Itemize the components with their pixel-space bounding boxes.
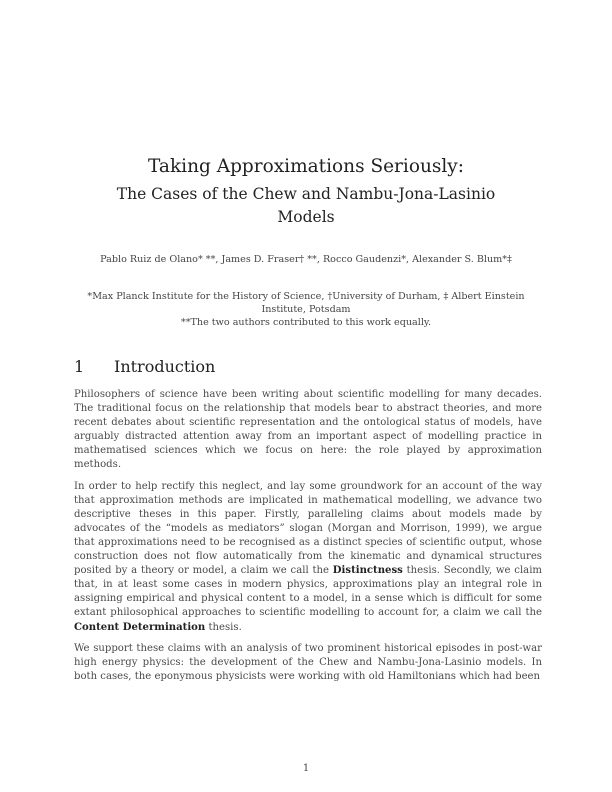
distinctness-term: Distinctness — [332, 565, 403, 577]
paper-subtitle-line-2: Models — [277, 208, 335, 226]
affiliations — [70, 290, 542, 329]
paragraph-2-part-c: thesis. — [205, 621, 242, 633]
paragraph-3: We support these claims with an analysis of two prominent historical episodes in post-war high energy physics: the development of the Chew and Nambu-Jona-Lasinio models. In both cases, the eponymous physicists were working with old Hamiltonians which had been — [74, 642, 542, 682]
paper-title: Taking Approximations Seriously: — [148, 156, 464, 177]
paper-subtitle-line-1: The Cases of the Chew and Nambu-Jona-Lasinio — [116, 185, 496, 203]
affiliation-line-1: *Max Planck Institute for the History of Science, †University of Durham, ‡ Albert Einstein — [87, 291, 525, 302]
content-determination-term: Content Determination — [74, 621, 206, 633]
section-number: 1 — [74, 357, 85, 376]
title-block — [60, 155, 552, 229]
paragraph-2-part-a: In order to help rectify this neglect, and lay some groundwork for an account of the way that approximation methods are implicated in mathematical modelling, we advance two descriptive theses in this paper. Firstly, paralleling claims about models made by advocates of the “models as mediators” slogan (Morgan and Morrison, 1999), we argue that approximations need to be recognised as a distinct species of scientific output, whose construction does not flow automatically from the kinematic and dynamical structures posited by a theory or model, a claim we call the — [74, 480, 542, 577]
section-title: Introduction — [114, 357, 216, 376]
contribution-note: **The two authors contributed to this work equally. — [180, 317, 432, 328]
body-text — [74, 388, 542, 691]
author-list: Pablo Ruiz de Olano* **, James D. Fraser† **, Rocco Gaudenzi*, Alexander S. Blum*‡ — [100, 254, 512, 265]
affiliation-line-2: Institute, Potsdam — [261, 304, 351, 315]
paragraph-2 — [74, 480, 542, 635]
section-heading — [74, 357, 215, 376]
paragraph-1: Philosophers of science have been writing about scientific modelling for many decades. The traditional focus on the relationship that models bear to abstract theories, and more recent debates about scientific representation and the ontological status of models, have arguably distracted attention away from an important aspect of modelling practice in mathematised sciences which we focus on here: the role played by approximation methods. — [74, 389, 542, 471]
paragraph-2-part-b: thesis. Secondly, we claim that, in at least some cases in modern physics, approximations play an integral role in assigning empirical and physical content to a model, in a sense which is difficult for some extant philosophical approaches to scientific modelling to account for, a claim we call the — [74, 565, 542, 619]
page-number: 1 — [302, 763, 310, 774]
